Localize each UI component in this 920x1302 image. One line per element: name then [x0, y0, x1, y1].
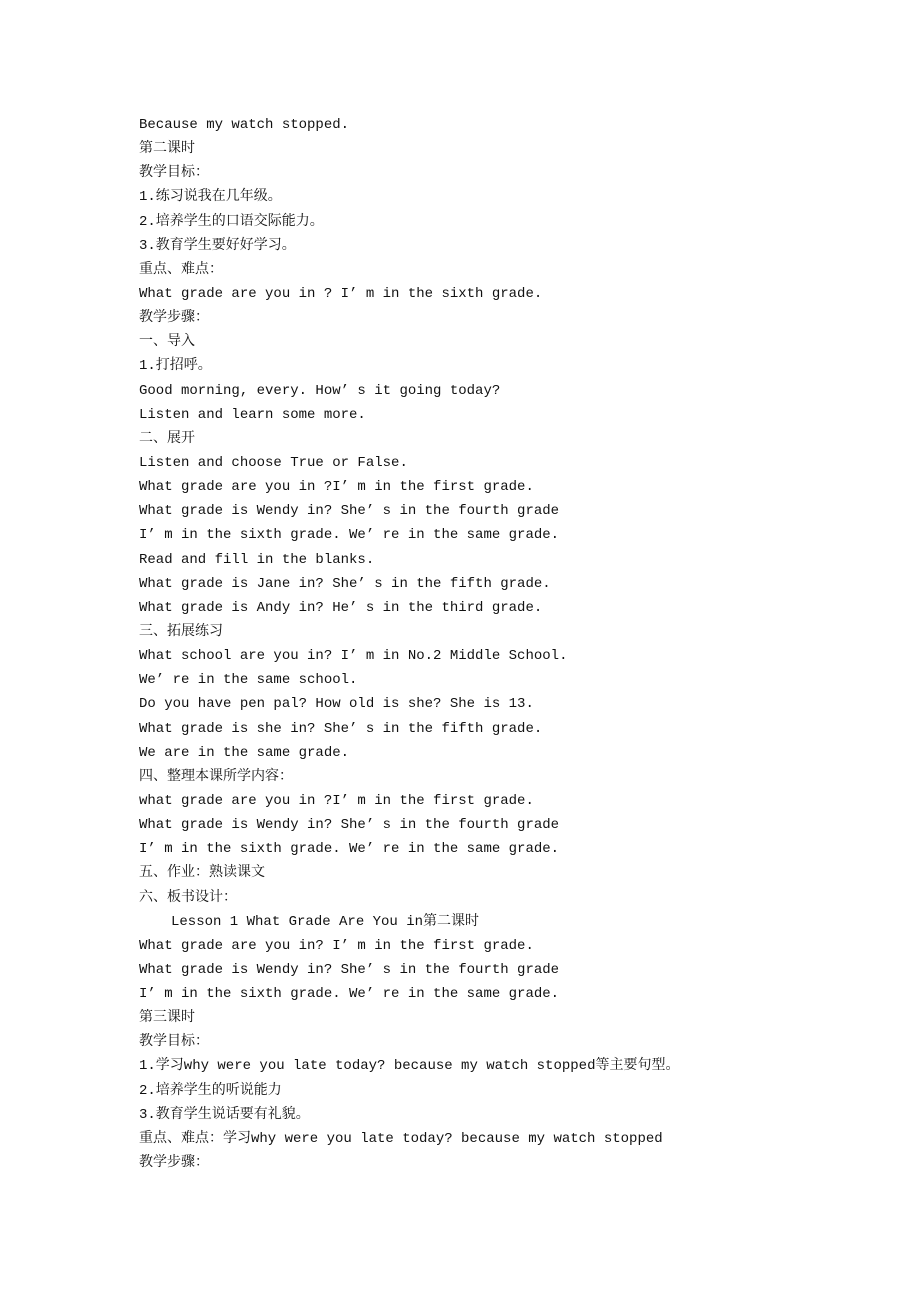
section-label: 教学步骤： — [139, 310, 209, 327]
text-line: What grade is Wendy in? She’ s in the fourth grade — [139, 503, 560, 520]
text-line: What school are you in? I’ m in No.2 Middle School. — [139, 648, 568, 665]
text-line: what grade are you in ?I’ m in the first grade. — [139, 792, 534, 809]
section-label: 教学步骤： — [139, 1155, 209, 1172]
section-label: 重点、难点： — [139, 261, 223, 278]
text-line: I’ m in the sixth grade. We’ re in the same grade. — [139, 841, 560, 858]
objective-item: 1.练习说我在几年级。 — [139, 189, 282, 206]
text-line: What grade are you in ? I’ m in the sixth grade. — [139, 285, 543, 302]
document-page — [139, 113, 839, 1175]
text-line: Read and fill in the blanks. — [139, 551, 375, 568]
section-label: 教学目标： — [139, 165, 209, 182]
text-line: Because my watch stopped. — [139, 117, 350, 133]
section-label: 教学目标： — [139, 1034, 209, 1051]
objective-item: 1.学习why were you late today? because my watch stopped等主要句型。 — [139, 1058, 680, 1075]
step-heading: 六、板书设计： — [139, 889, 237, 906]
text-line: We are in the same grade. — [139, 744, 350, 761]
text-line: Listen and learn some more. — [139, 406, 366, 423]
text-line: We’ re in the same school. — [139, 672, 358, 689]
step-heading: 五、作业：熟读课文 — [139, 865, 265, 882]
text-line: 1.打招呼。 — [139, 358, 212, 375]
lesson-heading: 第二课时 — [139, 141, 195, 158]
text-line: What grade is Wendy in? She’ s in the fourth grade — [139, 817, 560, 834]
text-line: Do you have pen pal? How old is she? She is 13. — [139, 696, 534, 713]
text-line: Listen and choose True or False. — [139, 454, 408, 471]
text-line: What grade is Jane in? She’ s in the fifth grade. — [139, 575, 551, 592]
text-line: What grade are you in? I’ m in the first grade. — [139, 937, 534, 954]
text-line: What grade are you in ?I’ m in the first grade. — [139, 479, 534, 496]
text-line: I’ m in the sixth grade. We’ re in the same grade. — [139, 527, 560, 544]
text-line: What grade is she in? She’ s in the fifth grade. — [139, 720, 543, 737]
board-title: Lesson 1 What Grade Are You in第二课时 — [171, 913, 480, 930]
section-label: 重点、难点：学习why were you late today? because my watch stopped — [139, 1130, 663, 1147]
text-line: Good morning, every. How’ s it going today? — [139, 382, 501, 399]
step-heading: 四、整理本课所学内容： — [139, 768, 293, 785]
objective-item: 2.培养学生的听说能力 — [139, 1082, 282, 1099]
text-line: What grade is Wendy in? She’ s in the fourth grade — [139, 961, 560, 978]
lesson-heading: 第三课时 — [139, 1010, 195, 1027]
objective-item: 3.教育学生要好好学习。 — [139, 237, 296, 254]
text-line: What grade is Andy in? He’ s in the third grade. — [139, 599, 543, 616]
step-heading: 一、导入 — [139, 334, 195, 351]
objective-item: 3.教育学生说话要有礼貌。 — [139, 1106, 310, 1123]
step-heading: 二、展开 — [139, 430, 195, 447]
step-heading: 三、拓展练习 — [139, 623, 223, 640]
text-line: I’ m in the sixth grade. We’ re in the same grade. — [139, 986, 560, 1003]
objective-item: 2.培养学生的口语交际能力。 — [139, 213, 324, 230]
